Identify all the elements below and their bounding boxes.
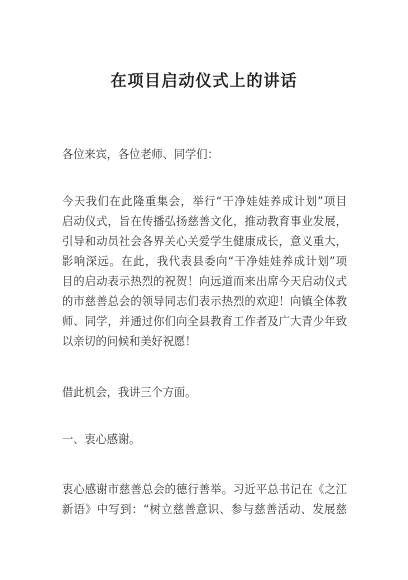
paragraph-line: 借此机会，我讲三个方面。 xyxy=(62,386,197,399)
paragraph-line: 启动仪式，旨在传播弘扬慈善文化，推动教育事业发展， xyxy=(62,215,347,228)
document-title: 在项目启动仪式上的讲话 xyxy=(110,71,298,90)
paragraph-line: 今天我们在此隆重集会，举行“干净娃娃养成计划”项目 xyxy=(62,195,347,208)
section-heading: 一、衷心感谢。 xyxy=(62,433,141,446)
paragraph-line: 影响深远。在此，我代表县委向“干净娃娃养成计划”项 xyxy=(62,255,347,268)
paragraph-line: 新语》中写到：“树立慈善意识、参与慈善活动、发展慈 xyxy=(62,503,347,516)
paragraph-line: 的市慈善总会的领导同志们表示热烈的欢迎！向镇全体教 xyxy=(62,295,347,308)
paragraph-line: 师、同学，并通过你们向全县教育工作者及广大青少年致 xyxy=(62,315,347,328)
paragraph-line: 衷心感谢市慈善总会的德行善举。习近平总书记在《之江 xyxy=(62,483,347,496)
salutation-line: 各位来宾，各位老师、同学们： xyxy=(62,148,219,161)
paragraph-line: 目的启动表示热烈的祝贺！向远道而来出席今天启动仪式 xyxy=(62,275,347,288)
paragraph-line: 引导和动员社会各界关心关爱学生健康成长，意义重大， xyxy=(62,235,347,248)
paragraph-line: 以亲切的问候和美好祝愿！ xyxy=(62,335,197,348)
